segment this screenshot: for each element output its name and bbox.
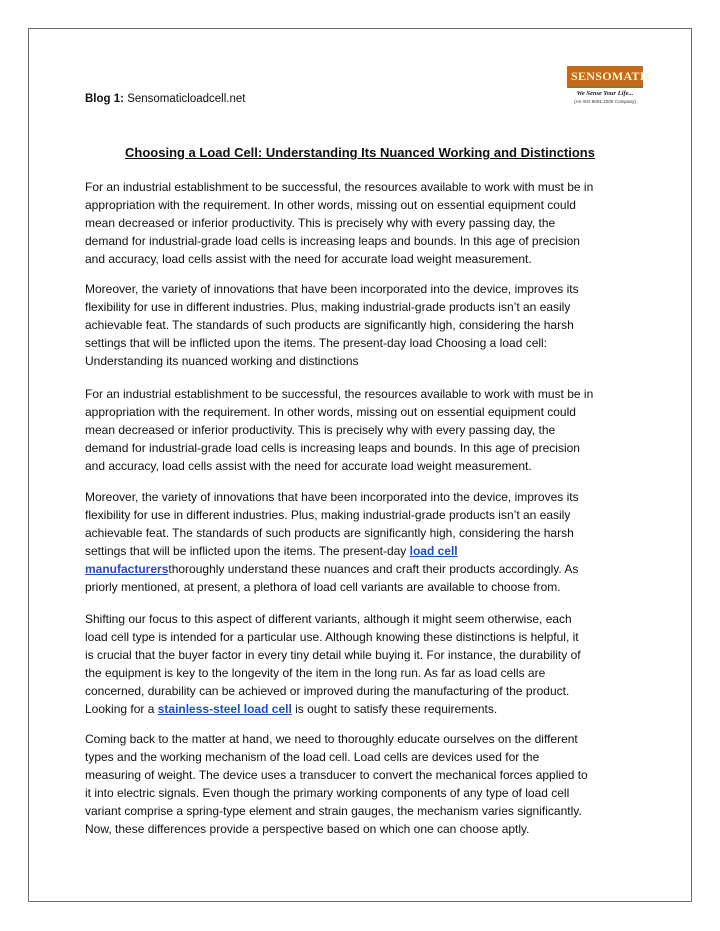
text-line: it into electric signals. Even though the primary working components of any type of load cell [85,786,570,800]
logo-subline: (An ISO 9001:2008 Company) [574,99,636,104]
text-line: mean decreased or inferior productivity. This is precisely why with every passing day, the [85,423,556,437]
text-line: Moreover, the variety of innovations that have been incorporated into the device, improves its [85,282,579,296]
logo-wordmark: SENSOMATIC [571,69,654,83]
text-line: and accuracy, load cells assist with the need for accurate load weight measurement. [85,252,532,266]
text-segment: is ought to satisfy these requirements. [291,702,498,716]
blog-header-bold: Blog 1: [85,93,124,105]
text-line: measuring of weight. The device uses a transducer to convert the mechanical forces applied to [85,768,588,782]
paragraph-4 [85,488,645,596]
text-line: Now, these differences provide a perspective based on which one can choose aptly. [85,822,530,836]
text-line: variant comprise a spring-type element and strain gauges, the mechanism varies significantly. [85,804,582,818]
text-line [85,542,645,560]
text-line: appropriation with the requirement. In other words, missing out on essential equipment could [85,405,576,419]
text-line: concerned, durability can be achieved or improved during the manufacturing of the product. [85,684,570,698]
logo-band [567,66,654,88]
load-cell-manufacturers-link-part2[interactable]: manufacturers [85,562,169,576]
paragraph-5 [85,610,645,718]
text-line: achievable feat. The standards of such products are significantly high, considering the harsh [85,318,574,332]
text-line: For an industrial establishment to be successful, the resources available to work with must be in [85,180,594,194]
text-line: load cell type is intended for a particular use. Although knowing these distinctions is helpful, it [85,630,579,644]
text-line: the equipment is key to the longevity of the item in the long run. As far as load cells are [85,666,546,680]
paragraph-1 [85,178,645,268]
text-line: achievable feat. The standards of such products are significantly high, considering the harsh [85,526,574,540]
company-logo [567,66,654,110]
text-line [85,560,645,578]
text-line: Shifting our focus to this aspect of different variants, although it might seem otherwise, each [85,612,572,626]
text-segment: thoroughly understand these nuances and craft their products accordingly. As [168,562,579,576]
text-line: and accuracy, load cells assist with the need for accurate load weight measurement. [85,459,532,473]
text-line: flexibility for use in different industries. Plus, making industrial-grade products isn’t an easily [85,300,571,314]
text-segment: Looking for a [85,702,158,716]
logo-tagline: We Sense Your Life... [576,90,634,97]
text-line: Coming back to the matter at hand, we need to thoroughly educate ourselves on the different [85,732,578,746]
blog-header-site: Sensomaticloadcell.net [127,93,246,105]
text-line: Understanding its nuanced working and distinctions [85,354,359,368]
text-line: flexibility for use in different industries. Plus, making industrial-grade products isn’t an easily [85,508,571,522]
load-cell-manufacturers-link-part1[interactable]: load cell [409,544,458,558]
text-line: demand for industrial-grade load cells is increasing leaps and bounds. In this age of precision [85,441,580,455]
stainless-steel-load-cell-link[interactable]: stainless-steel load cell [157,702,292,716]
text-line: demand for industrial-grade load cells is increasing leaps and bounds. In this age of precision [85,234,580,248]
text-line: appropriation with the requirement. In other words, missing out on essential equipment could [85,198,576,212]
text-line: is crucial that the buyer factor in every tiny detail while buying it. For instance, the durability of [85,648,581,662]
text-line [85,700,645,718]
blog-header [85,92,245,106]
text-line: mean decreased or inferior productivity. This is precisely why with every passing day, the [85,216,556,230]
article-title: Choosing a Load Cell: Understanding Its Nuanced Working and Distinctions [125,145,595,160]
paragraph-6 [85,730,645,838]
text-line: Moreover, the variety of innovations that have been incorporated into the device, improves its [85,490,579,504]
text-line: types and the working mechanism of the load cell. Load cells are devices used for the [85,750,540,764]
paragraph-2 [85,280,645,370]
paragraph-3 [85,385,645,475]
text-line: settings that will be inflicted upon the items. The present-day load Choosing a load cell: [85,336,548,350]
text-line: For an industrial establishment to be successful, the resources available to work with must be in [85,387,594,401]
text-segment: settings that will be inflicted upon the items. The present-day [85,544,410,558]
text-line: priorly mentioned, at present, a plethora of load cell variants are available to choose from. [85,580,561,594]
